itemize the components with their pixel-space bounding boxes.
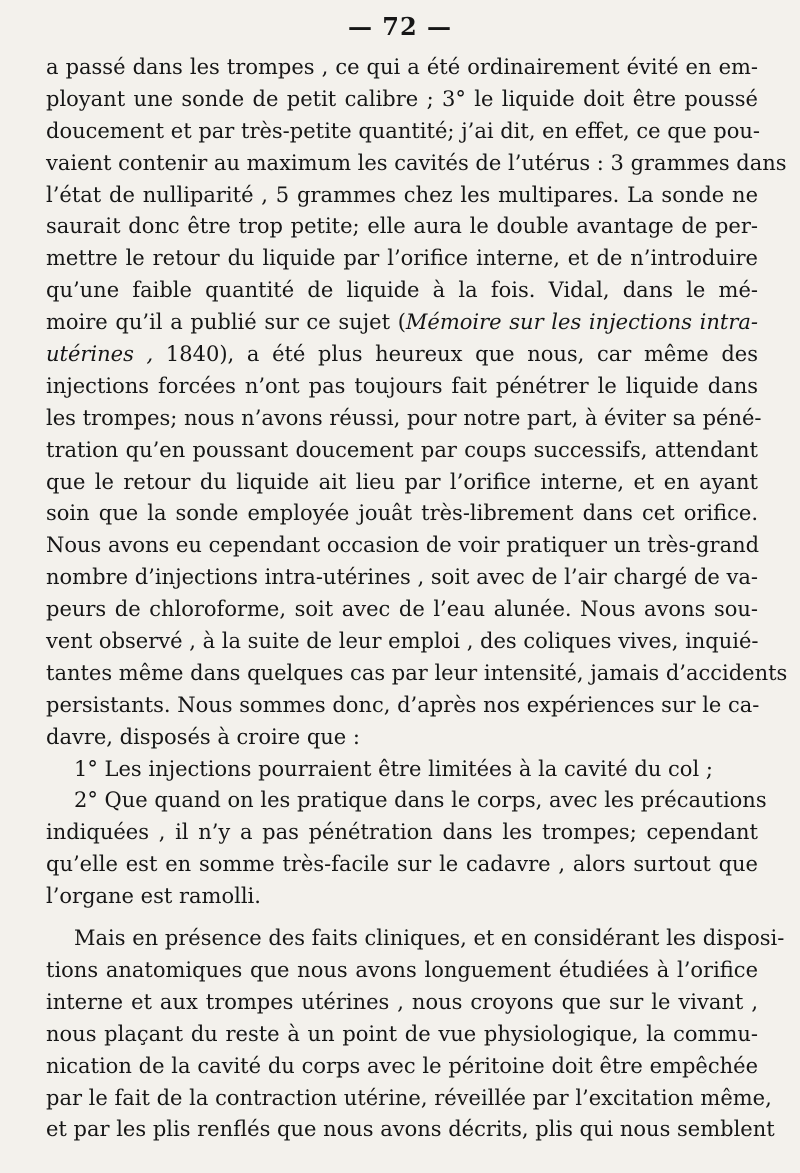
text-line: ployant une sonde de petit calibre ; 3° le liquide doit être poussé [46, 86, 758, 111]
text-line: soin que la sonde employée jouât très-librement dans cet orifice. [46, 501, 758, 526]
text-line: davre, disposés à croire que : [46, 724, 360, 749]
citation-italic: Mémoire sur les injections intra- [405, 310, 759, 335]
text-line: Nous avons eu cependant occasion de voir pratiquer un très-grand [46, 533, 760, 558]
citation-italic: utérines , [46, 342, 154, 367]
text-line: doucement et par très-petite quantité; j’ai dit, en effet, ce que pou- [46, 118, 761, 143]
text-line: et par les plis renflés que nous avons décrits, plis qui nous semblent [46, 1117, 775, 1142]
text-line: nication de la cavité du corps avec le péritoine doit être empêchée [46, 1053, 758, 1078]
text-line: les trompes; nous n’avons réussi, pour notre part, à éviter sa péné- [46, 405, 762, 430]
text-line: qu’une faible quantité de liquide à la fois. Vidal, dans le mé- [46, 278, 758, 303]
text-line: 1° Les injections pourraient être limitées à la cavité du col ; [74, 756, 713, 781]
text-line: interne et aux trompes utérines , nous croyons que sur le vivant , [46, 989, 758, 1014]
text-line: tantes même dans quelques cas par leur intensité, jamais d’accidents [46, 660, 788, 685]
text-line: mettre le retour du liquide par l’orifice interne, et de n’introduire [46, 246, 758, 271]
text-segment: moire qu’il a publié sur ce sujet ( [46, 310, 406, 335]
text-line: qu’elle est en somme très-facile sur le cadavre , alors surtout que [46, 852, 758, 877]
text-line: vaient contenir au maximum les cavités de l’utérus : 3 grammes dans [46, 150, 787, 175]
page-number: — 72 — [347, 12, 453, 41]
text-line: l’état de nulliparité , 5 grammes chez les multipares. La sonde ne [46, 182, 758, 207]
text-line: tions anatomiques que nous avons longuement étudiées à l’orifice [46, 957, 758, 982]
body-text [46, 52, 788, 1146]
text-line: vent observé , à la suite de leur emploi , des coliques vives, inquié- [46, 629, 759, 654]
text-line [46, 339, 758, 371]
text-line: 2° Que quand on les pratique dans le corps, avec les précautions [74, 788, 767, 813]
text-line: a passé dans les trompes , ce qui a été ordinairement évité en em- [46, 55, 758, 79]
text-line: nombre d’injections intra-utérines , soit avec de l’air chargé de va- [46, 565, 758, 590]
text-line: l’organe est ramolli. [46, 884, 261, 909]
text-line: injections forcées n’ont pas toujours fait pénétrer le liquide dans [46, 373, 758, 398]
text-line: par le fait de la contraction utérine, réveillée par l’excitation même, [46, 1085, 772, 1110]
paragraph-spacer [46, 913, 758, 923]
text-line: nous plaçant du reste à un point de vue physiologique, la commu- [46, 1021, 758, 1046]
text-line: tration qu’en poussant doucement par coups successifs, attendant [46, 437, 758, 462]
text-line: que le retour du liquide ait lieu par l’orifice interne, et en ayant [46, 469, 758, 494]
text-line: indiquées , il n’y a pas pénétration dans les trompes; cependant [46, 820, 758, 845]
text-line [46, 307, 758, 339]
text-segment: 1840), a été plus heureux que nous, car même des [153, 342, 759, 367]
text-line: persistants. Nous sommes donc, d’après nos expériences sur le ca- [46, 692, 760, 717]
text-line: peurs de chloroforme, soit avec de l’eau alunée. Nous avons sou- [46, 597, 758, 622]
text-line: Mais en présence des faits cliniques, et en considérant les disposi- [74, 926, 785, 951]
text-line: saurait donc être trop petite; elle aura le double avantage de per- [46, 214, 758, 239]
